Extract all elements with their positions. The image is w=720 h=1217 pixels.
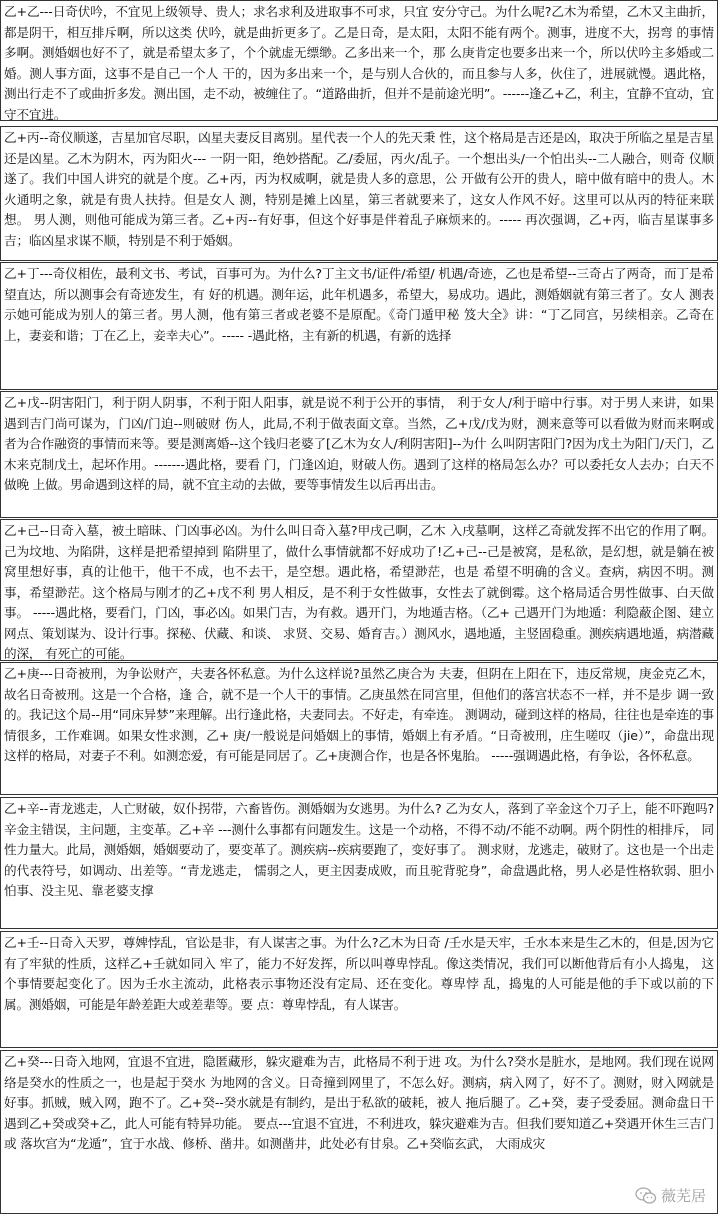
text-block-yi-bing: [0, 126, 718, 261]
wechat-icon: [635, 1187, 657, 1205]
paragraph-yi-wu: 乙+戊--阴害阳门，利于阴人阴事，不利于阳人阳事，就是说不利于公开的事情， 利于女人/利于暗中行事。对于男人来讲，如果遇到吉门尚可谋为，门凶/门迫--则破财 伤人，此局,不利于做表面文章。当然，乙+戊/戊为财，测来意等可以看做为财而来啊或 者为合作融资的事情而来等。要是测离婚--这个钱归老婆了[乙木为女人/利阴害阳]--为什 么叫阴害阳门?因为戊土为阳门/天门，乙木来克制戊土，起坏作用。-------遇此格，要看 门，门逢凶迫，财破人伤。遇到了这样的格局怎么办？可以委托女人去办；白天不做晚 上做。男命遇到这样的局，就不宜主动的去做，要等事情发生以后再出击。: [4, 395, 714, 492]
paragraph-yi-ding: 乙+丁---奇仪相佐，最利文书、考试，百事可为。为什么?丁主文书/证件/希望/ 机遇/奇迹，乙也是希望--三奇占了两奇，而丁是希望直达，所以测事会有奇迹发生，有 好的机遇。测年运，此年机遇多，希望大，易成功。遇此，测婚姻就有第三者了。女人 测表示她可能成为别人的第三者。男人测，他有第三者或老婆不是原配。《奇门遁甲秘 笈大全》讲：“丁乙同宫，另续相亲。乙奇在上，妻妾和谐；丁在乙上，妾幸夫心”。----- -遇此格，主有新的机遇，有新的选择: [4, 266, 714, 343]
paragraph-yi-gui: 乙+癸---日奇入地网，宜退不宜进，隐匿藏形，躲灾避难为吉，此格局不利于进 攻。为什么?癸水是脏水，是地网。我们现在说网络是癸水的性质之一，也是起于癸水 为地网的含义。日奇撞到网里了，不怎么好。测病，病入网了，好不了。测财，财入网就是好事。抓贼，贼入网，跑不了。乙+癸--癸水就是有制约，是出于私欲的破耗，被人 拖后腿了。乙+癸，妻子受委屈。测命盘日干遇到乙+癸或癸+乙，此人可能有特异功能。 要点---宜退不宜进，不利进攻，躲灾避难为吉。但我们要知道乙+癸遇开休生三吉门或 落坎宫为“龙遁”，宜于水战、修桥、凿井。如测凿井，此处必有甘泉。乙+癸临玄武， 大雨成灾: [4, 1054, 714, 1151]
text-block-yi-ji: [0, 519, 718, 661]
paragraph-yi-ji: 乙+己--日奇入墓，被土暗昧、门凶事必凶。为什么叫日奇入墓?甲戌己啊，乙木 入戌墓啊，这样乙奇就发挥不出它的作用了啊。己为坟地、为陷阱，这样是把希望掉到 陷阱里了，做什么事情就都不好成功了!乙+己--己是被窝，是私欲，是幻想，就是躺在被窝里想好事，真的让他干，他干不成，也不去干，是空想。遇此格，希望渺茫，也是 希望不明确的含义。查病，病因不明。测事，希望渺茫。这个格局与刚才的乙+戊不利 男人相反，是不利于女性做事，女性去了就倒霉。这个格局适合男性做事、白天做事。 -----遇此格，要看门，门凶，事必凶。如果门吉，为有救。遇开门，为地遁吉格。（乙+ 己遇开门为地遁：利隐蔽企图、建立网点、策划谋为、设计行事。探秘、伏藏、和谈、 求贤、交易、婚育吉。）测风水，遇地遁，主竖固稳重。测疾病遇地遁，病潜藏的深， 有死亡的可能。: [4, 523, 714, 661]
paragraph-yi-xin: 乙+辛--青龙逃走，人亡财破，奴仆拐带，六畜皆伤。测婚姻为女逃男。为什么? 乙为女人，落到了辛金这个刀子上，能不吓跑吗?辛金主错误，主问题，主变革。乙+辛 ---测什么事都有问题发生。这是一个动格，不得不动/不能不动啊。两个阴性的相排斥， 同性力量大。此局，测婚姻，婚姻要动了，要变革了。测疾病--疾病要跑了，变好事了。 测求财，龙逃走，破财了。这也是一个出走的代表符号，如调动、出差等。“青龙逃走， 懦弱之人，更主因妻成败，而且驼背驼身”，命盘遇此格，男人必是性格软弱、胆小怕事、没主见、靠老婆支撑: [4, 801, 714, 898]
text-block-yi-geng: [0, 662, 718, 795]
watermark-text: 薇芜居: [660, 1187, 706, 1205]
paragraph-yi-yi: 乙+乙---日奇伏吟，不宜见上级领导、贵人；求名求利及进取事不可求，只宜 安分守己。为什么呢?乙木为希望，乙木又主曲折，都是阴干，相互排斥啊，所以这类 伏吟，就是曲折更多了。乙是日奇，是太阳，太阳不能有两个。测事，进度不大，拐弯 的事情多啊。测婚姻也好不了，就是希望太多了，个个就虚无缥缈。乙多出来一个，那 么庚肯定也要多出来一个，所以伏吟主多婚或二婚。测人事方面，这事不是自己一个人 干的，因为多出来一个，是与别人合伙的，而且参与人多，伙住了，进展就慢。遇此格， 测出行走不了或曲折多发。测出国，走不动，被缠住了。“道路曲折，但并不是前途光明”。------逢乙+乙，利主，宜静不宜动，宜守不宜进。: [4, 4, 714, 122]
text-block-yi-ding: [0, 262, 718, 390]
text-block-yi-wu: [0, 391, 718, 518]
text-block-yi-xin: [0, 797, 718, 929]
paragraph-yi-bing: 乙+丙--奇仪顺遂，吉星加官尽职，凶星夫妻反目离别。星代表一个人的先天秉 性，这个格局是吉还是凶，取决于所临之星是吉星还是凶星。乙木为阴木，丙为阳火--- 一阴一阳，绝妙搭配。乙/委屈，丙火/乱子。一个想出头/一个怕出头--二人融合，则奇 仪顺遂了。我们中国人讲究的就是个度。乙+丙，丙为权威啊，就是贵人多的意思，公 开做有公开的贵人，暗中做有暗中的贵人。木火通明之象，就是有贵人扶持。但是女人 测，特别是摊上凶星，第三者就要来了，这女人作风不好。这里可以从丙的特征来联想。 男人测，则他可能成为第三者。乙+丙--有好事，但这个好事是伴着乱子麻烦来的。----- 再次强调，乙+丙，临吉星谋事多吉；临凶星求谋不顺，特别是不利于婚姻。: [4, 130, 714, 248]
paragraph-yi-ren: 乙+壬--日奇入天罗，尊婢悖乱，官讼是非，有人谋害之事。为什么?乙木为日奇 /壬水是天牢，壬水本来是生乙木的，但是,因为它有了牢狱的性质，这样乙+壬就如同入 牢了，能力不好发挥，所以叫尊卑悖乱。像这类情况，我们可以断他背后有小人捣鬼， 这个事情要起变化了。因为壬水主流动，此格表示事物还没有定局、还在变化。尊卑悖 乱，捣鬼的人可能是他的手下或以前的下属。测婚姻，可能是年龄差距大或差辈等。要 点：尊卑悖乱，有人谋害。: [4, 935, 714, 1012]
paragraph-yi-geng: 乙+庚---日奇被刑，为争讼财产，夫妻各怀私意。为什么这样说?虽然乙庚合为 夫妻，但阴在上阳在下，违反常规，庚金克乙木，故名日奇被刑。这是一个合格，逢 合，就不是一个人干的事情。乙庚虽然在同宫里，但他们的落宫状态不一样，并不是步 调一致的。我记这个局--用“同床异梦”来理解。出行逢此格，夫妻同去。不好走，有牵连。 测调动，碰到这样的格局，往往也是牵连的事情很多，工作难调。如果女性求测，乙+ 庚/一般说是问婚姻上的事情，婚姻上有矛盾。“日奇被刑，庄生嗟叹（jie）”，命盘出现 这样的格局，对妻子不利。如测恋爱，有可能是同居了。乙+庚测合作，也是各怀鬼胎。 -----强调遇此格，有争讼，各怀私意。: [4, 666, 714, 763]
text-block-yi-yi: [0, 0, 718, 121]
text-block-yi-ren: [0, 931, 718, 1048]
watermark: [635, 1185, 706, 1206]
text-block-yi-gui: [0, 1050, 718, 1214]
